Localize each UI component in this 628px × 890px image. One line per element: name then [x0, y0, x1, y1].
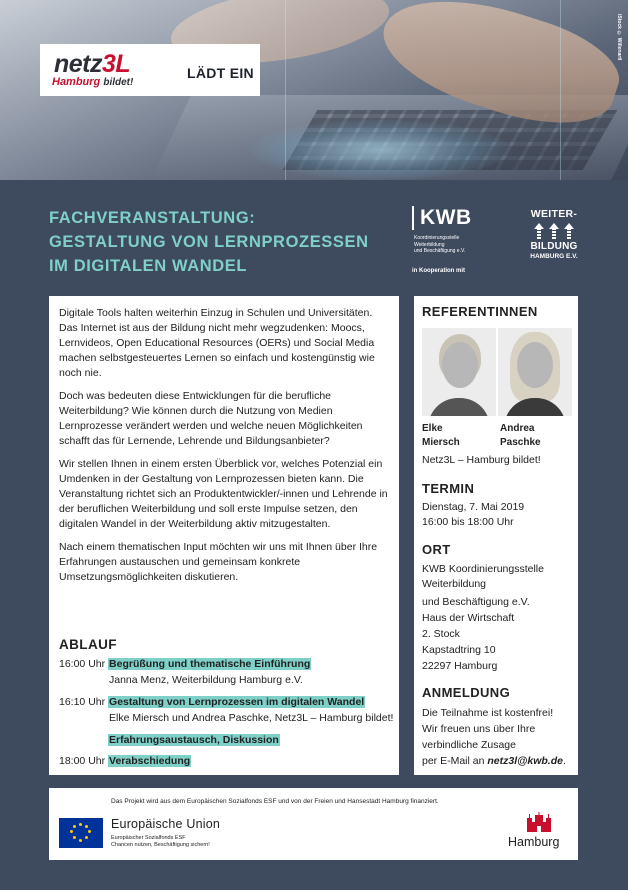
- termin-date: Dienstag, 7. Mai 2019: [422, 501, 525, 513]
- weiterbildung-hamburg-logo: WEITER- BILDUNG HAMBURG E.V.: [524, 208, 584, 260]
- ort-line: 2. Stock: [422, 628, 460, 640]
- arrows-icon: [524, 223, 584, 239]
- ort-heading: ORT: [422, 542, 451, 557]
- ort-line: und Beschäftigung e.V.: [422, 596, 530, 608]
- ort-line: Kapstadtring 10: [422, 644, 496, 656]
- termin-heading: TERMIN: [422, 481, 475, 496]
- email-link[interactable]: netz3l@kwb.de: [487, 755, 563, 767]
- intro-paragraph: Nach einem thematischen Input möchten wir uns mit Ihnen über Ihre Erfahrungen austauschen und gemeinsam konkrete Umsetzungsmöglichkeiten diskutieren.: [59, 541, 378, 583]
- funding-text: Das Projekt wird aus dem Europäischen Sozialfonds ESF und von der Freien und Hansestadt Hamburg finanziert.: [111, 798, 439, 805]
- anmeldung-heading: ANMELDUNG: [422, 685, 511, 700]
- ort-line: Weiterbildung: [422, 578, 487, 590]
- agenda-item: 16:10 Uhr Gestaltung von Lernprozessen im digitalen Wandel: [59, 696, 365, 708]
- ort-line: KWB Koordinierungsstelle: [422, 563, 544, 575]
- intro-paragraph: Doch was bedeuten diese Entwicklungen für die berufliche Weiterbildung? Wie können durch die Nutzung von Medien Lernprozesse verändert werden und welche neuen Möglichkeiten schafft das für Lernende, Lehrende und Bildungsanbieter?: [59, 390, 363, 447]
- anmeldung-line: verbindliche Zusage: [422, 739, 516, 751]
- ort-line: 22297 Hamburg: [422, 660, 498, 672]
- main-content-box: [49, 296, 399, 775]
- photo-light-line: [285, 0, 286, 180]
- ort-line: Haus der Wirtschaft: [422, 612, 515, 624]
- kooperation-text: in Kooperation mit: [412, 268, 465, 274]
- intro-paragraph: Digitale Tools halten weiterhin Einzug in Schulen und Universitäten. Das Internet ist aus der Bildung nicht mehr wegzudenken: Moocs, Lernvideos, Open Educational Resources (OERs) und Social Media machen selbstgesteuertes Lernen so einfach und kostengünstig wie noch nie.: [59, 307, 375, 379]
- speaker-photo-elke: [422, 328, 496, 416]
- anmeldung-line: Die Teilnahme ist kostenfrei!: [422, 707, 554, 719]
- intro-text: [59, 306, 391, 593]
- termin-time: 16:00 bis 18:00 Uhr: [422, 516, 514, 528]
- agenda-item-detail: Janna Menz, Weiterbildung Hamburg e.V.: [109, 674, 303, 686]
- laedt-ein: LÄDT EIN: [187, 65, 254, 81]
- eu-subtitle: Europäischer Sozialfonds ESF Chancen nutzen, Beschäftigung sichern!: [111, 835, 210, 848]
- hamburg-castle-icon: [524, 812, 554, 834]
- speakers-org: Netz3L – Hamburg bildet!: [422, 454, 541, 466]
- event-title: FACHVERANSTALTUNG: GESTALTUNG VON LERNPROZESSEN IM DIGITALEN WANDEL: [49, 209, 369, 275]
- anmeldung-line: Wir freuen uns über Ihre: [422, 723, 536, 735]
- info-sidebar: [414, 296, 578, 775]
- photo-credit: iStock © Willenartl: [616, 14, 622, 61]
- agenda-item: 18:00 Uhr Verabschiedung: [59, 755, 191, 767]
- anmeldung-email-line: per E-Mail an netz3l@kwb.de.: [422, 755, 566, 767]
- ablauf-heading: ABLAUF: [59, 637, 117, 652]
- agenda-item: Erfahrungsaustausch, Diskussion: [109, 734, 279, 746]
- header-photo: [0, 0, 628, 180]
- netz3l-logo-subline: Hamburg bildet!: [52, 76, 134, 88]
- referentinnen-heading: REFERENTINNEN: [422, 304, 538, 319]
- photo-glow: [250, 120, 510, 180]
- speaker-name-andrea: Andrea Paschke: [500, 423, 541, 448]
- funding-footer: [49, 788, 578, 860]
- speaker-photo-andrea: [498, 328, 572, 416]
- intro-paragraph: Wir stellen Ihnen in einem ersten Überblick vor, welches Potenzial ein Umdenken in der Gestaltung von Lernprozessen bieten kann. Die Veranstaltung richtet sich an Produktentwickler/-innen und Lehrende in der beruflichen Weiterbildung und soll erste Impulse setzen, den digitalen Wandel in der Weiterbildung aktiv mitzugestalten.: [59, 458, 388, 530]
- hamburg-wordmark: Hamburg: [508, 835, 560, 849]
- netz3l-logo: netz3L: [54, 50, 131, 78]
- speaker-name-elke: Elke Miersch: [422, 423, 460, 448]
- agenda-item: 16:00 Uhr Begrüßung und thematische Einführung: [59, 658, 311, 670]
- agenda-item-detail: Elke Miersch und Andrea Paschke, Netz3L – Hamburg bildet!: [109, 712, 394, 724]
- photo-light-line: [560, 0, 561, 180]
- eu-title: Europäische Union: [111, 817, 221, 831]
- eu-flag-icon: [59, 818, 103, 848]
- netz3l-logo-box: [40, 44, 260, 96]
